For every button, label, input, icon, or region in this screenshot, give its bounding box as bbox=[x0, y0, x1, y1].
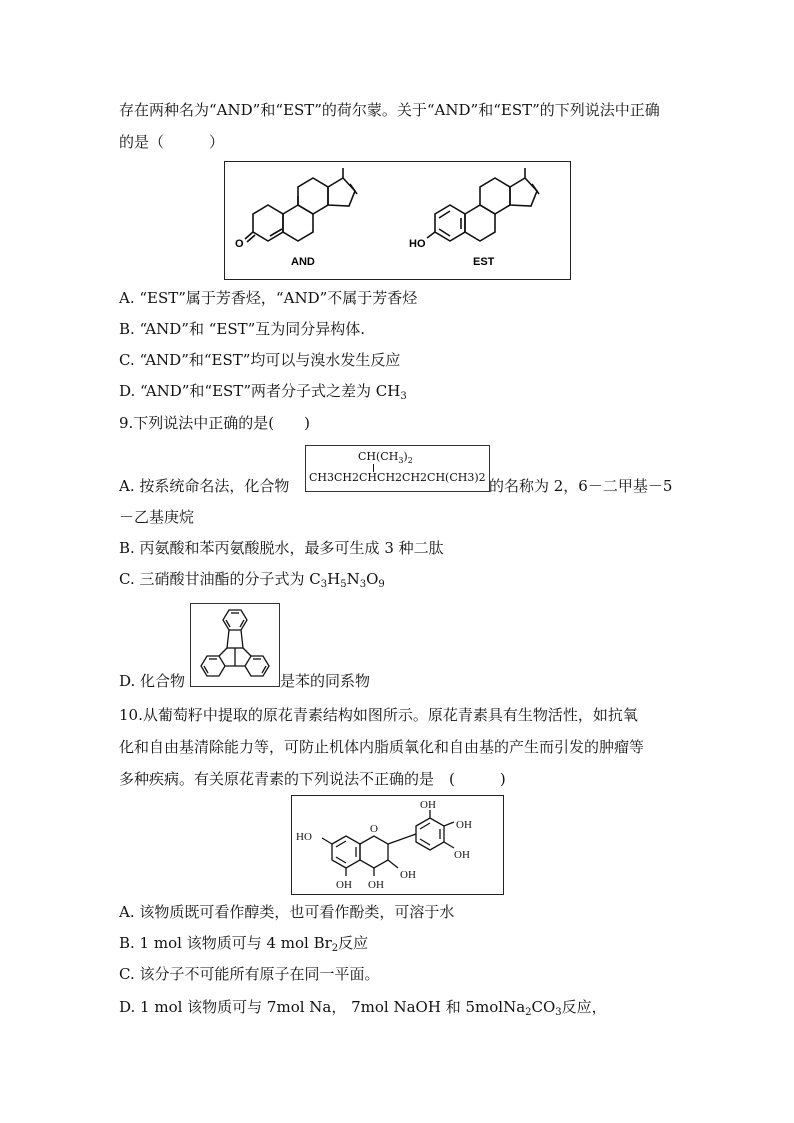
q10-option-d: D. 1 mol 该物质可与 7mol Na， 7mol NaOH 和 $5molNa_2CO_3$反应， bbox=[119, 998, 607, 1018]
steroid-structures-diagram bbox=[225, 162, 570, 279]
q8-structure-box bbox=[224, 161, 571, 280]
q9-option-d-pre: D. 化合物 bbox=[119, 672, 186, 690]
q10-line2: 化和自由基清除能力等，可防止机体内脂质氧化和自由基的产生而引发的肿瘤等 bbox=[119, 738, 645, 756]
q8-stem-line2: 的是（ ） bbox=[119, 133, 225, 151]
q10-structure-box bbox=[291, 795, 504, 895]
oh-label-ring-a: HO bbox=[296, 831, 312, 843]
q8-option-d-subscript: 3 bbox=[400, 391, 407, 402]
q8-stem-line1: 存在两种名为“AND”和“EST”的荷尔蒙。关于“AND”和“EST”的下列说法中正确 bbox=[119, 101, 660, 119]
q10-option-a: A. 该物质既可看作醇类，也可看作酚类，可溶于水 bbox=[119, 903, 455, 921]
q9-option-a-post: 的名称为 2，6－二甲基－5 bbox=[489, 477, 673, 495]
oh-label-ring-b-bottom: OH bbox=[454, 849, 470, 861]
q8-option-d-text: D. “AND”和“EST”两者分子式之差为 CH bbox=[119, 382, 401, 400]
est-ho-label: HO bbox=[409, 238, 426, 250]
ring-oxygen-label: O bbox=[370, 823, 378, 835]
q8-option-c: C. “AND”和“EST”均可以与溴水发生反应 bbox=[119, 351, 401, 369]
q9-option-a-pre: A. 按系统命名法，化合物 bbox=[119, 477, 290, 495]
and-structure bbox=[245, 168, 357, 242]
q9-option-b: B. 丙氨酸和苯丙氨酸脱水，最多可生成 3 种二肽 bbox=[119, 539, 444, 557]
oh-label-ring-a-bottom: OH bbox=[336, 879, 352, 891]
q10-option-b: B. 1 mol 该物质可与 4 mol $Br_2$反应 bbox=[119, 934, 369, 954]
oh-label-ring-b-right: OH bbox=[456, 819, 472, 831]
oh-label-ring-c-bottom: OH bbox=[368, 879, 384, 891]
and-label: AND bbox=[291, 256, 315, 268]
q9-option-a-line2: －乙基庚烷 bbox=[119, 508, 195, 526]
q9-option-a bbox=[119, 475, 289, 497]
proanthocyanidin-structure bbox=[292, 796, 503, 894]
est-structure bbox=[427, 168, 539, 241]
triptycene-structure bbox=[191, 604, 279, 686]
and-oxygen-label: O bbox=[235, 238, 244, 250]
q10-line3: 多种疾病。有关原花青素的下列说法不正确的是 ( ) bbox=[119, 770, 506, 788]
q9-formula-box bbox=[305, 445, 490, 492]
q9-triptycene-box bbox=[190, 603, 280, 687]
q10-option-c: C. 该分子不可能所有原子在同一平面。 bbox=[119, 965, 380, 983]
oh-label-ring-c-right: OH bbox=[400, 869, 416, 881]
est-label: EST bbox=[473, 256, 495, 268]
q8-option-a: A. “EST”属于芳香烃，“AND”不属于芳香烃 bbox=[119, 289, 418, 307]
q9-option-d-post: 是苯的同系物 bbox=[280, 672, 371, 690]
q9-formula-branch: $CH(CH_3)_2$ bbox=[358, 450, 413, 465]
q9-option-c: C. 三硝酸甘油酯的分子式为 $C_3H_5N_3O_9$ bbox=[119, 570, 385, 590]
q9-formula-main-chain: CH3CH2CHCH2CH2CH(CH3)2 bbox=[309, 471, 486, 484]
q10-line1: 10.从葡萄籽中提取的原花青素结构如图所示。原花青素具有生物活性，如抗氧 bbox=[119, 706, 638, 724]
q9-stem: 9.下列说法中正确的是( ) bbox=[119, 414, 311, 432]
q8-option-d bbox=[119, 380, 407, 408]
q8-option-b: B. “AND”和 “EST”互为同分异构体. bbox=[119, 320, 366, 338]
oh-label-ring-b-top: OH bbox=[420, 799, 436, 811]
